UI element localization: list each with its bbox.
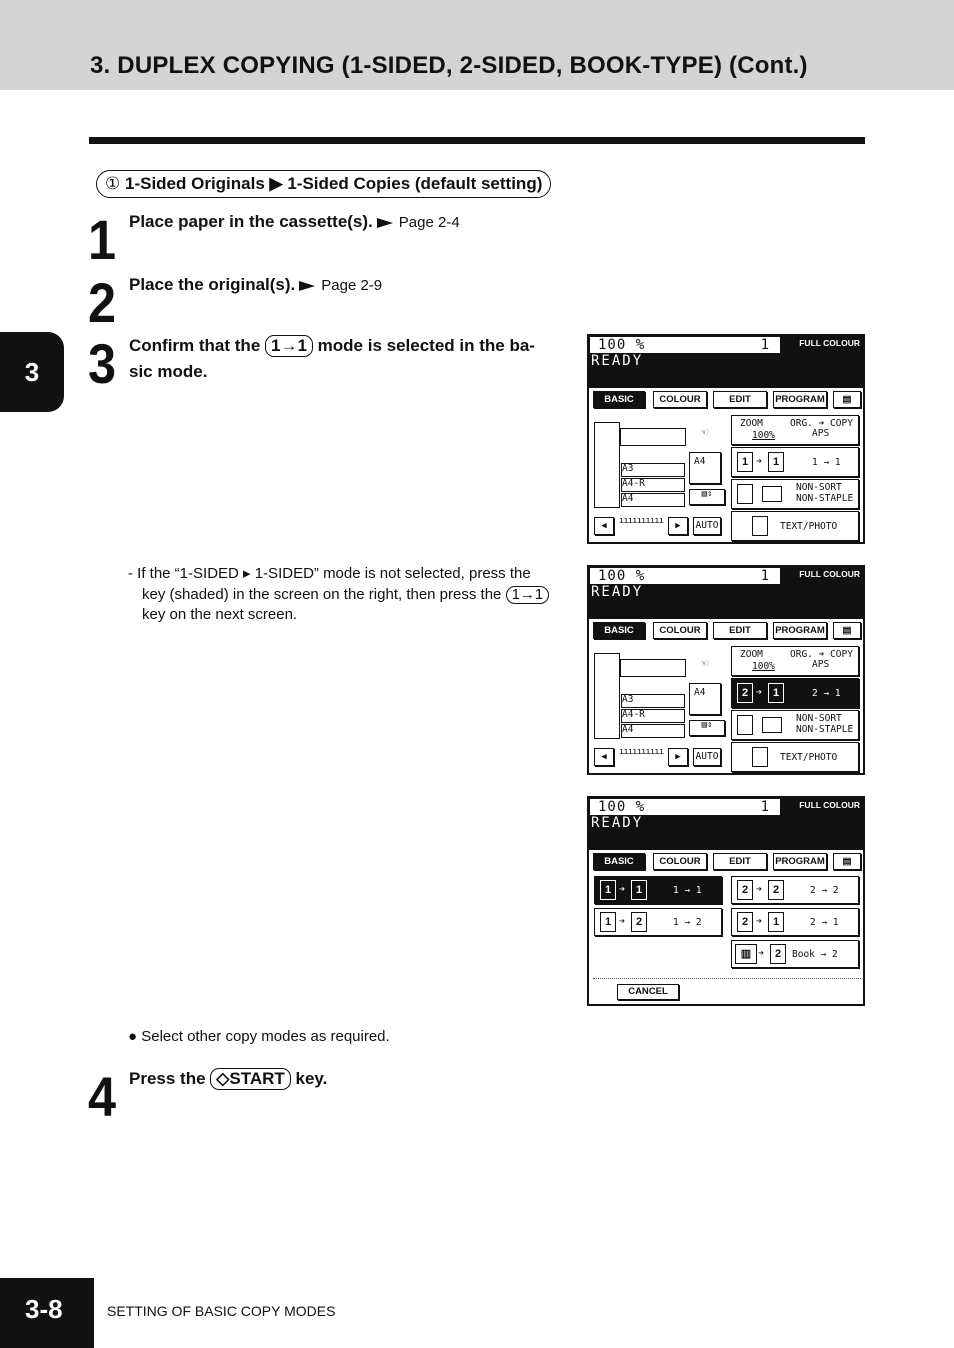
page-reference: Page 2-4	[398, 214, 460, 231]
book-icon: ▥	[735, 944, 757, 964]
paper-tray-a4r[interactable]	[621, 709, 685, 723]
arrow-icon: ➔	[619, 916, 626, 927]
tab-program[interactable]: PROGRAM	[773, 622, 827, 639]
auto-density-button[interactable]: AUTO	[693, 748, 721, 766]
tab-edit[interactable]: EDIT	[713, 622, 767, 639]
key-1-to-1: 1→1	[265, 335, 313, 357]
density-scale: ıııııııııı	[617, 748, 665, 766]
copy-1-icon: 1	[631, 880, 647, 900]
full-colour-label: FULL COLOUR	[799, 800, 860, 810]
book-to-2-button[interactable]	[731, 940, 859, 968]
menu-icon[interactable]: ▤	[833, 391, 861, 408]
cancel-button[interactable]: CANCEL	[617, 984, 679, 1000]
arrow-icon: ➔	[756, 456, 763, 467]
pointer-arrow-icon	[377, 218, 393, 228]
current-paper-size[interactable]	[689, 452, 721, 484]
original-2-icon: 2	[737, 912, 753, 932]
text-photo-label: TEXT/PHOTO	[780, 521, 838, 532]
sort-doc-icon	[737, 715, 753, 735]
original-2-icon: 2	[737, 683, 753, 703]
duplex-1-to-2-button[interactable]	[594, 908, 722, 936]
org-copy-label: ORG. ➔ COPY	[790, 649, 853, 660]
aps-label: APS	[812, 428, 830, 439]
original-1-icon: 1	[600, 880, 616, 900]
zoom-label: ZOOM	[740, 649, 763, 660]
option-label: Book → 2	[792, 949, 838, 960]
paper-tray-a3[interactable]	[621, 694, 685, 708]
tab-basic[interactable]: BASIC	[593, 391, 645, 408]
current-paper-size[interactable]	[689, 683, 721, 715]
start-key: ◇START	[210, 1068, 290, 1090]
copy-1-icon: 1	[768, 912, 784, 932]
step-text-4	[129, 1066, 327, 1092]
zoom-value: 100 %	[598, 799, 646, 815]
step-number-3: 3	[88, 332, 117, 395]
page-number: 3-8	[0, 1278, 94, 1348]
bullet-note: ● Select other copy modes as required.	[128, 1028, 390, 1045]
density-scale: ıııııııııı	[617, 517, 665, 535]
menu-icon[interactable]: ▤	[833, 853, 861, 870]
copier-top	[620, 659, 686, 677]
text-photo-icon	[752, 747, 768, 767]
full-colour-label: FULL COLOUR	[799, 569, 860, 579]
paper-current-label: A4	[694, 456, 706, 467]
tray-label: A4	[622, 493, 634, 504]
original-1-icon: 1	[737, 452, 753, 472]
full-colour-label: FULL COLOUR	[799, 338, 860, 348]
original-1-icon: 1	[600, 912, 616, 932]
zoom-percent: 100%	[752, 430, 775, 441]
pointer-arrow-icon	[299, 281, 315, 291]
duplex-label: 2 → 1	[812, 688, 841, 699]
aps-label: APS	[812, 659, 830, 670]
arrow-icon: ➔	[756, 916, 763, 927]
copy-2-icon: 2	[768, 880, 784, 900]
density-darker-button[interactable]: ▶	[668, 748, 688, 766]
mode-tabs	[593, 853, 861, 871]
triangle-right-icon: ▶	[269, 174, 283, 193]
copier-body	[594, 653, 620, 739]
tray-label: A4-R	[622, 478, 645, 489]
subheading-text-a: 1-Sided Originals	[124, 174, 265, 193]
subheading-text-b: 1-Sided Copies (default setting)	[287, 174, 543, 193]
paper-tray-a4r[interactable]	[621, 478, 685, 492]
zoom-button[interactable]	[731, 646, 859, 676]
touch-panel-screen-3	[587, 796, 865, 1006]
paper-tray-a3[interactable]	[621, 463, 685, 477]
subheading	[96, 170, 551, 198]
zoom-value: 100 %	[598, 568, 646, 584]
status-area	[589, 336, 863, 388]
density-lighter-button[interactable]: ◀	[594, 517, 614, 535]
text-photo-label: TEXT/PHOTO	[780, 752, 838, 763]
tab-program[interactable]: PROGRAM	[773, 391, 827, 408]
sort-doc-icon	[737, 484, 753, 504]
step-number-2: 2	[88, 271, 117, 334]
original-2-icon: 2	[737, 880, 753, 900]
step-4-text-a: Press the	[129, 1069, 206, 1088]
copy-2-icon: 2	[770, 944, 786, 964]
note-line-2	[128, 585, 578, 606]
note-line-3: key on the next screen.	[142, 606, 298, 623]
option-label: 2 → 2	[810, 885, 839, 896]
step-number-1: 1	[88, 208, 117, 271]
ready-status: READY	[591, 584, 644, 600]
copy-1-icon: 1	[768, 452, 784, 472]
tray-label: A4-R	[622, 709, 645, 720]
step-4-text-b: key.	[295, 1069, 328, 1088]
page-title: 3. DUPLEX COPYING (1-SIDED, 2-SIDED, BOOK-TYPE) (Cont.)	[90, 52, 808, 79]
copier-body	[594, 422, 620, 508]
touch-panel-screen-1	[587, 334, 865, 544]
paper-select-arrows[interactable]: ▤⇕	[689, 720, 725, 736]
text-photo-icon	[752, 516, 768, 536]
step-text-3	[129, 333, 579, 385]
copy-count: 1	[760, 337, 770, 353]
touch-panel-screen-2	[587, 565, 865, 775]
original-mode-button[interactable]	[731, 742, 859, 772]
auto-density-button[interactable]: AUTO	[693, 517, 721, 535]
paper-current-label: A4	[694, 687, 706, 698]
duplex-label: 1 → 1	[812, 457, 841, 468]
tab-basic[interactable]: BASIC	[593, 853, 645, 870]
staple-doc-icon	[762, 717, 782, 733]
tab-edit[interactable]: EDIT	[713, 391, 767, 408]
footer-section: SETTING OF BASIC COPY MODES	[107, 1303, 336, 1319]
option-label: 2 → 1	[810, 917, 839, 928]
note-line-1: - If the “1-SIDED ▸ 1-SIDED” mode is not selected, press the	[128, 565, 531, 582]
duplex-2-to-2-button[interactable]	[731, 876, 859, 904]
status-area	[589, 798, 863, 850]
tab-colour[interactable]: COLOUR	[653, 622, 707, 639]
staple-label: NON-STAPLE	[796, 724, 854, 735]
arrow-icon: ➔	[758, 948, 765, 959]
copier-top	[620, 428, 686, 446]
zoom-display	[590, 337, 780, 353]
divider	[593, 978, 861, 979]
step-1-instruction: Place paper in the cassette(s).	[129, 212, 373, 231]
step-text-1	[129, 209, 460, 236]
mode-tabs	[593, 391, 861, 409]
page-reference: Page 2-9	[321, 277, 383, 294]
sort-label: NON-SORT	[796, 482, 842, 493]
arrow-icon: ➔	[756, 884, 763, 895]
arrow-icon: ➔	[756, 687, 763, 698]
zoom-label: ZOOM	[740, 418, 763, 429]
step-text-2	[129, 272, 382, 299]
zoom-display	[590, 568, 780, 584]
tab-program[interactable]: PROGRAM	[773, 853, 827, 870]
duplex-mode-button[interactable]	[731, 447, 859, 477]
option-label: 1 → 1	[673, 885, 702, 896]
step-2-instruction: Place the original(s).	[129, 275, 296, 294]
header-bar	[0, 0, 954, 90]
mode-tabs	[593, 622, 861, 640]
original-mode-button[interactable]	[731, 511, 859, 541]
tab-basic[interactable]: BASIC	[593, 622, 645, 639]
key-1-to-1-inline: 1→1	[506, 586, 550, 604]
staple-doc-icon	[762, 486, 782, 502]
tray-label: A4	[622, 724, 634, 735]
zoom-percent: 100%	[752, 661, 775, 672]
sort-button[interactable]	[731, 710, 859, 740]
chapter-tab: 3	[0, 332, 64, 412]
duplex-1-to-1-button[interactable]	[594, 876, 722, 904]
circled-number: ①	[105, 174, 121, 193]
note-line-2a: key (shaded) in the screen on the right, then press the	[142, 585, 502, 603]
paper-tray-a4[interactable]	[621, 724, 685, 738]
zoom-value: 100 %	[598, 337, 646, 353]
sort-button[interactable]	[731, 479, 859, 509]
paper-tray-a4[interactable]	[621, 493, 685, 507]
duplex-mode-button-shaded[interactable]	[731, 678, 859, 708]
density-lighter-button[interactable]: ◀	[594, 748, 614, 766]
tab-edit[interactable]: EDIT	[713, 853, 767, 870]
tray-label: A3	[622, 463, 634, 474]
zoom-display	[590, 799, 780, 815]
tab-colour[interactable]: COLOUR	[653, 853, 707, 870]
option-label: 1 → 2	[673, 917, 702, 928]
duplex-2-to-1-button[interactable]	[731, 908, 859, 936]
step-3-text-a: Confirm that the	[129, 336, 261, 355]
sort-label: NON-SORT	[796, 713, 842, 724]
org-copy-label: ORG. ➔ COPY	[790, 418, 853, 429]
ready-status: READY	[591, 353, 644, 369]
copy-count: 1	[760, 799, 770, 815]
step-3-text-b: mode is selected in the ba-	[317, 336, 535, 355]
ready-status: READY	[591, 815, 644, 831]
menu-icon[interactable]: ▤	[833, 622, 861, 639]
hand-icon: ☜	[701, 657, 721, 671]
arrow-icon: ➔	[619, 884, 626, 895]
copy-2-icon: 2	[631, 912, 647, 932]
tab-colour[interactable]: COLOUR	[653, 391, 707, 408]
section-rule	[89, 137, 865, 144]
note-block	[128, 564, 578, 626]
tray-label: A3	[622, 694, 634, 705]
paper-select-arrows[interactable]: ▤⇕	[689, 489, 725, 505]
step-3-text-c: sic mode.	[129, 362, 208, 381]
status-area	[589, 567, 863, 619]
copy-count: 1	[760, 568, 770, 584]
hand-icon: ☜	[701, 426, 721, 440]
density-darker-button[interactable]: ▶	[668, 517, 688, 535]
step-number-4: 4	[88, 1065, 117, 1128]
staple-label: NON-STAPLE	[796, 493, 854, 504]
zoom-button[interactable]	[731, 415, 859, 445]
copy-1-icon: 1	[768, 683, 784, 703]
